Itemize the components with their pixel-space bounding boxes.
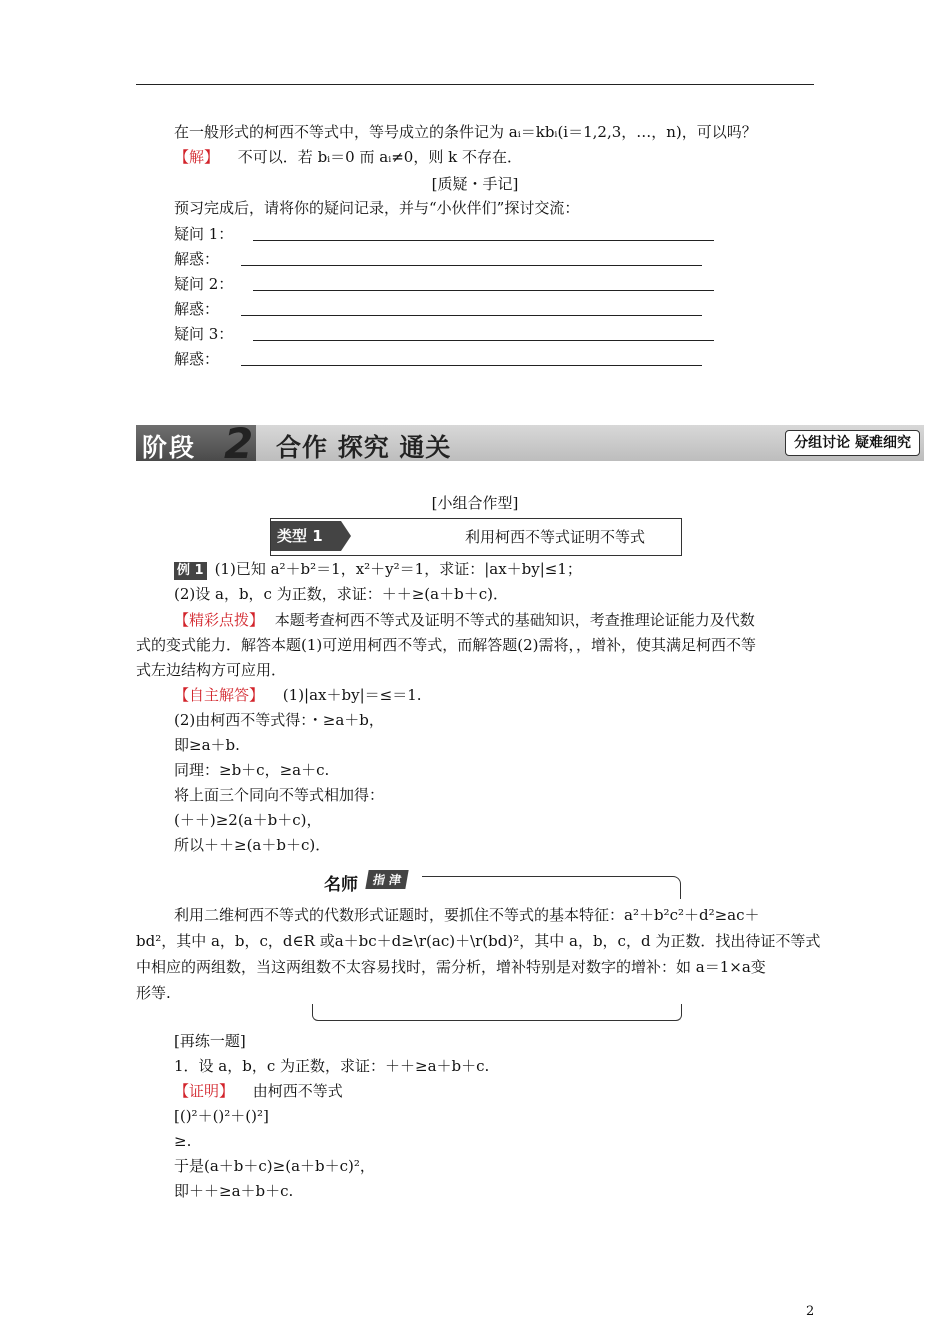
teacher-note-title: 名师: [324, 875, 358, 895]
proof-text-1: [()²＋()²＋()²]: [174, 1107, 269, 1125]
solution-text-4: 同理：≥b＋c，≥a＋c.: [174, 761, 330, 779]
proof-intro: 由柯西不等式: [252, 1082, 343, 1100]
practice-problem: 1．设 a，b，c 为正数，求证：＋＋≥a＋b＋c.: [174, 1057, 490, 1075]
proof-text-4: 即＋＋≥a＋b＋c.: [174, 1182, 294, 1200]
solution-label: 【自主解答】: [174, 686, 265, 704]
notes-answer-1-label: 解惑：: [174, 250, 220, 268]
hint-text-3: 式左边结构方可应用．: [136, 661, 287, 679]
proof-label: 【证明】: [174, 1082, 235, 1100]
notes-question-2-label: 疑问 2：: [174, 275, 234, 293]
notes-question-3-blank[interactable]: [253, 340, 714, 341]
type-label: 类型 1: [271, 521, 341, 551]
group-type-heading: [小组合作型]: [431, 494, 519, 512]
solution-text-5: 将上面三个同向不等式相加得：: [174, 786, 385, 804]
stage-number: 2: [224, 419, 254, 468]
notes-question-2-blank[interactable]: [253, 290, 714, 291]
example-part-1: (1)已知 a²＋b²＝1，x²＋y²＝1，求证：|ax＋by|≤1；: [214, 560, 582, 578]
answer-text: 不可以．若 bᵢ＝0 而 aᵢ≠0，则 k 不存在．: [237, 148, 522, 166]
hint-text-1: 本题考查柯西不等式及证明不等式的基础知识，考查推理论证能力及代数: [274, 611, 755, 629]
example-line-1: [174, 559, 582, 580]
notes-question-1-blank[interactable]: [253, 240, 714, 241]
notes-question-3-label: 疑问 3：: [174, 325, 234, 343]
teacher-note-tag: 指 津: [365, 870, 409, 889]
proof-text-2: ≥.: [174, 1132, 192, 1150]
notes-prompt: 预习完成后，请将你的疑问记录，并与“小伙伴们”探讨交流：: [174, 199, 580, 217]
solution-line-1: [174, 685, 422, 705]
teacher-note-text-2: bd²，其中 a，b，c，d∈R 或a＋bc＋d≥\r(ac)＋\r(bd)²，其中 a，b，c，d 为正数．找出待证不等式: [136, 932, 821, 950]
solution-text-1: (1)|ax＋by|＝≤＝1.: [282, 686, 422, 704]
solution-text-7: 所以＋＋≥(a＋b＋c)．: [174, 836, 331, 854]
solution-text-3: 即≥a＋b.: [174, 736, 240, 754]
notes-question-1-label: 疑问 1：: [174, 225, 234, 243]
teacher-note-text-1: 利用二维柯西不等式的代数形式证题时，要抓住不等式的基本特征：a²＋b²c²＋d²≥ac＋: [174, 906, 760, 924]
hint-label: 【精彩点拨】: [174, 611, 265, 629]
hint-line-1: [174, 610, 755, 630]
proof-line-intro: [174, 1081, 343, 1101]
hint-text-2: 式的变式能力．解答本题(1)可逆用柯西不等式，而解答题(2)需将，，增补，使其满足柯西不等: [136, 636, 756, 654]
answer-label: 【解】: [174, 148, 220, 166]
teacher-note-frame-top: [422, 876, 681, 899]
example-badge: 例 1: [174, 562, 207, 580]
teacher-note-header: [312, 868, 680, 898]
stage-label: 阶段: [142, 433, 197, 462]
solution-text-2: (2)由柯西不等式得：・≥a＋b，: [174, 711, 384, 729]
notes-answer-1-blank[interactable]: [241, 265, 702, 266]
solution-text-6: (＋＋)≥2(a＋b＋c)，: [174, 811, 322, 829]
notes-answer-2-label: 解惑：: [174, 300, 220, 318]
teacher-note-frame-bottom: [312, 1004, 682, 1021]
proof-text-3: 于是(a＋b＋c)≥(a＋b＋c)²，: [174, 1157, 375, 1175]
practice-title: [再练一题]: [174, 1032, 246, 1050]
notes-title: [质疑・手记]: [431, 175, 519, 193]
teacher-note-text-4: 形等.: [136, 984, 171, 1002]
type-arrow-icon: [341, 521, 351, 551]
teacher-note-text-3: 中相应的两组数，当这两组数不太容易找时，需分析，增补特别是对数字的增补：如 a＝1×a变: [136, 958, 766, 976]
page-number: 2: [806, 1304, 815, 1319]
stage-title: 合作 探究 通关: [276, 433, 452, 462]
stage-tag: 分组讨论 疑难细究: [785, 430, 920, 456]
answer-line: [174, 147, 522, 167]
question-text: 在一般形式的柯西不等式中，等号成立的条件记为 aᵢ＝kbᵢ(i＝1,2,3，…，n)，可以吗？: [174, 123, 757, 141]
notes-answer-2-blank[interactable]: [241, 315, 702, 316]
stage-banner: [136, 419, 924, 468]
example-part-2: (2)设 a，b，c 为正数，求证：＋＋≥(a＋b＋c)．: [174, 585, 508, 603]
type-box: [270, 518, 682, 556]
type-text: 利用柯西不等式证明不等式: [465, 528, 646, 546]
notes-answer-3-label: 解惑：: [174, 350, 220, 368]
header-rule: [136, 84, 814, 85]
notes-answer-3-blank[interactable]: [241, 365, 702, 366]
